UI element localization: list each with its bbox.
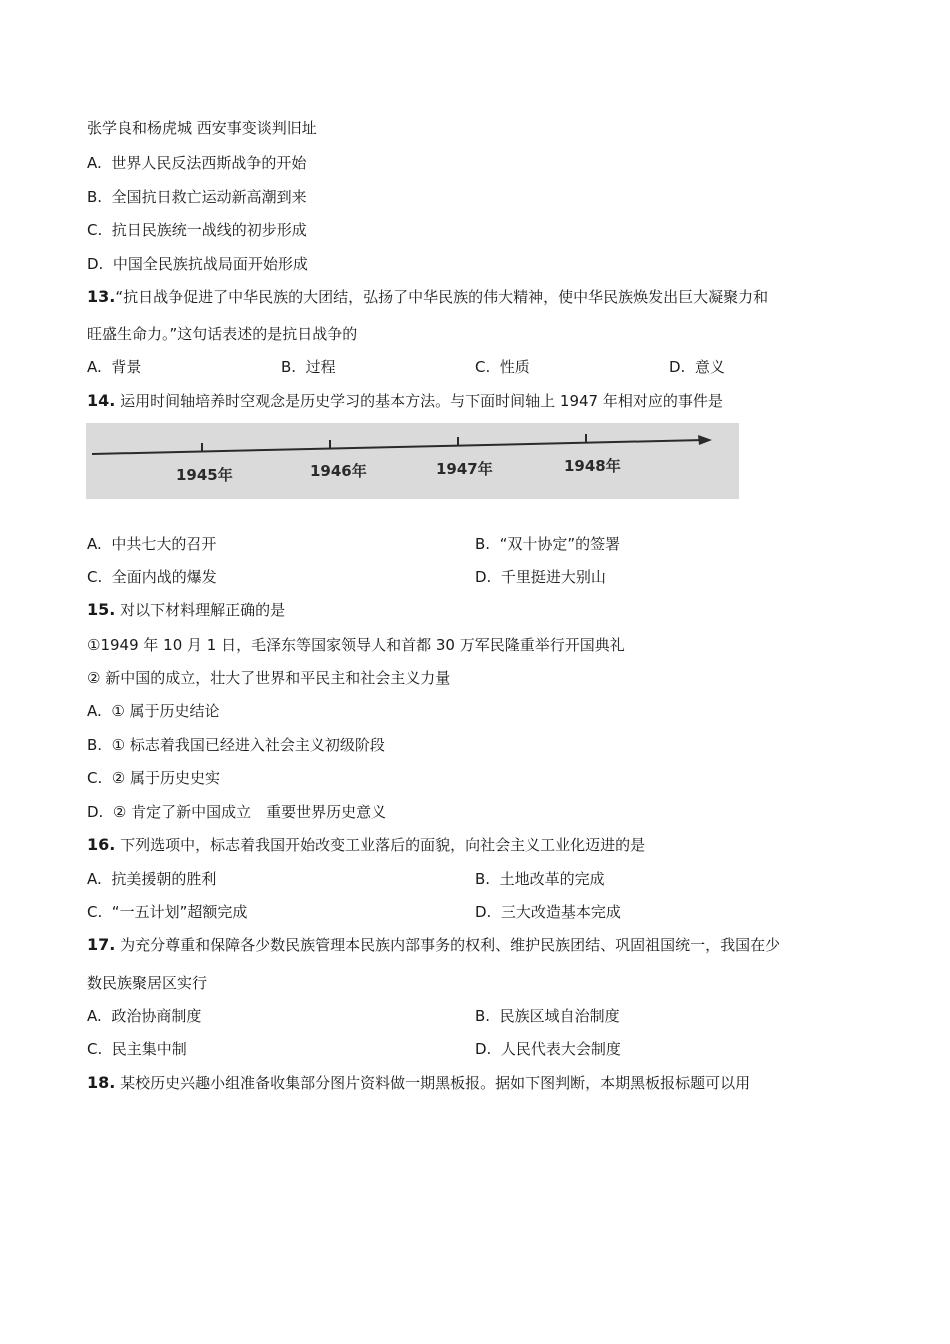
option-letter: D. [87, 255, 104, 273]
timeline-label-1947: 1947年 [436, 460, 493, 478]
option-text: 三大改造基本完成 [500, 903, 621, 921]
q18-number: 18. [87, 1073, 116, 1092]
option-letter: B. [475, 870, 491, 888]
option-text: 背景 [111, 358, 142, 376]
option-text: 千里挺进大别山 [500, 568, 606, 586]
option-letter: D. [475, 1040, 492, 1058]
option-text: 全国抗日救亡运动新高潮到来 [111, 188, 307, 206]
q17-stem-text: 为充分尊重和保障各少数民族管理本民族内部事务的权利、维护民族团结、巩固祖国统一，我国在少 [120, 936, 781, 954]
timeline-line [92, 440, 704, 454]
q16-stem [87, 835, 645, 855]
q15-stem-text: 对以下材料理解正确的是 [120, 601, 286, 619]
option-letter: C. [87, 769, 103, 787]
option-text: 民族区域自治制度 [499, 1007, 620, 1025]
option-letter: C. [475, 358, 491, 376]
option-letter: D. [475, 568, 492, 586]
q17-option-a[interactable] [87, 1006, 201, 1026]
option-letter: C. [87, 1040, 103, 1058]
q12-option-d[interactable] [87, 254, 308, 274]
option-letter: B. [87, 736, 103, 754]
option-letter: D. [669, 358, 686, 376]
q16-option-d[interactable] [475, 902, 621, 922]
q13-option-b[interactable] [281, 357, 336, 377]
option-letter: B. [475, 535, 491, 553]
q16-option-c[interactable] [87, 902, 247, 922]
q16-option-b[interactable] [475, 869, 605, 889]
option-letter: D. [87, 803, 104, 821]
option-text: ② 属于历史史实 [111, 769, 221, 787]
q17-number: 17. [87, 935, 116, 954]
option-text: 民主集中制 [111, 1040, 187, 1058]
option-text: ① 属于历史结论 [111, 702, 220, 720]
option-text: 土地改革的完成 [499, 870, 605, 888]
timeline-axis [86, 423, 739, 499]
q18-stem-text: 某校历史兴趣小组准备收集部分图片资料做一期黑板报。据如下图判断，本期黑板报标题可以用 [120, 1074, 751, 1092]
option-letter: B. [87, 188, 103, 206]
option-text: 意义 [694, 358, 725, 376]
q15-option-d[interactable] [87, 802, 386, 822]
option-letter: C. [87, 568, 103, 586]
option-letter: A. [87, 535, 102, 553]
timeline-label-1948: 1948年 [564, 457, 621, 475]
q13-stem-text: “抗日战争促进了中华民族的大团结，弘扬了中华民族的伟大精神，使中华民族焕发出巨大凝聚力和 [115, 288, 769, 306]
option-text: 过程 [305, 358, 336, 376]
option-text: ① 标志着我国已经进入社会主义初级阶段 [111, 736, 385, 754]
option-letter: B. [475, 1007, 491, 1025]
q14-option-c[interactable] [87, 567, 217, 587]
q16-stem-text: 下列选项中，标志着我国开始改变工业落后的面貌，向社会主义工业化迈进的是 [120, 836, 646, 854]
option-text: 政治协商制度 [111, 1007, 202, 1025]
option-text: 全面内战的爆发 [111, 568, 217, 586]
timeline-arrowhead [698, 435, 712, 445]
q15-option-c[interactable] [87, 768, 220, 788]
option-text: ② 肯定了新中国成立 重要世界历史意义 [112, 803, 387, 821]
option-text: “一五计划”超额完成 [111, 903, 248, 921]
option-text: “双十协定”的签署 [499, 535, 621, 553]
q17-stem-line1 [87, 935, 780, 955]
q14-option-a[interactable] [87, 534, 216, 554]
q17-option-b[interactable] [475, 1006, 620, 1026]
q15-option-a[interactable] [87, 701, 220, 721]
option-letter: A. [87, 358, 102, 376]
q14-option-b[interactable] [475, 534, 620, 554]
option-text: 中共七大的召开 [111, 535, 217, 553]
q13-option-d[interactable] [669, 357, 725, 377]
option-text: 性质 [499, 358, 530, 376]
q13-number: 13. [87, 287, 116, 306]
q17-stem-line2: 数民族聚居区实行 [87, 974, 208, 992]
option-text: 人民代表大会制度 [500, 1040, 621, 1058]
q17-option-c[interactable] [87, 1039, 187, 1059]
option-letter: C. [87, 903, 103, 921]
q14-number: 14. [87, 391, 116, 410]
option-text: 抗美援朝的胜利 [111, 870, 217, 888]
q12-option-a[interactable] [87, 153, 306, 173]
option-letter: A. [87, 870, 102, 888]
q13-stem-line1 [87, 287, 768, 307]
intro-caption: 张学良和杨虎城 西安事变谈判旧址 [87, 119, 317, 137]
option-letter: A. [87, 702, 102, 720]
q14-stem [87, 391, 723, 411]
timeline-image [86, 423, 739, 499]
q17-option-d[interactable] [475, 1039, 621, 1059]
q14-stem-text: 运用时间轴培养时空观念是历史学习的基本方法。与下面时间轴上 1947 年相对应的事件是 [120, 392, 723, 410]
q15-material-1: ①1949 年 10 月 1 日，毛泽东等国家领导人和首都 30 万军民隆重举行开国典礼 [87, 636, 625, 654]
option-letter: A. [87, 154, 102, 172]
q15-option-b[interactable] [87, 735, 385, 755]
q12-option-c[interactable] [87, 220, 307, 240]
q15-number: 15. [87, 600, 116, 619]
q15-stem [87, 600, 285, 620]
q13-stem-line2: 旺盛生命力。”这句话表述的是抗日战争的 [87, 325, 358, 343]
option-letter: D. [475, 903, 492, 921]
option-letter: C. [87, 221, 103, 239]
q15-material-2: ② 新中国的成立，壮大了世界和平民主和社会主义力量 [87, 669, 451, 687]
timeline-label-1946: 1946年 [310, 462, 367, 480]
option-text: 世界人民反法西斯战争的开始 [111, 154, 307, 172]
q16-number: 16. [87, 835, 116, 854]
q16-option-a[interactable] [87, 869, 216, 889]
option-letter: A. [87, 1007, 102, 1025]
timeline-label-1945: 1945年 [176, 466, 233, 484]
option-text: 中国全民族抗战局面开始形成 [112, 255, 308, 273]
q13-option-a[interactable] [87, 357, 141, 377]
option-text: 抗日民族统一战线的初步形成 [111, 221, 307, 239]
q13-option-c[interactable] [475, 357, 530, 377]
q12-option-b[interactable] [87, 187, 307, 207]
q18-stem [87, 1073, 750, 1093]
option-letter: B. [281, 358, 297, 376]
q14-option-d[interactable] [475, 567, 606, 587]
